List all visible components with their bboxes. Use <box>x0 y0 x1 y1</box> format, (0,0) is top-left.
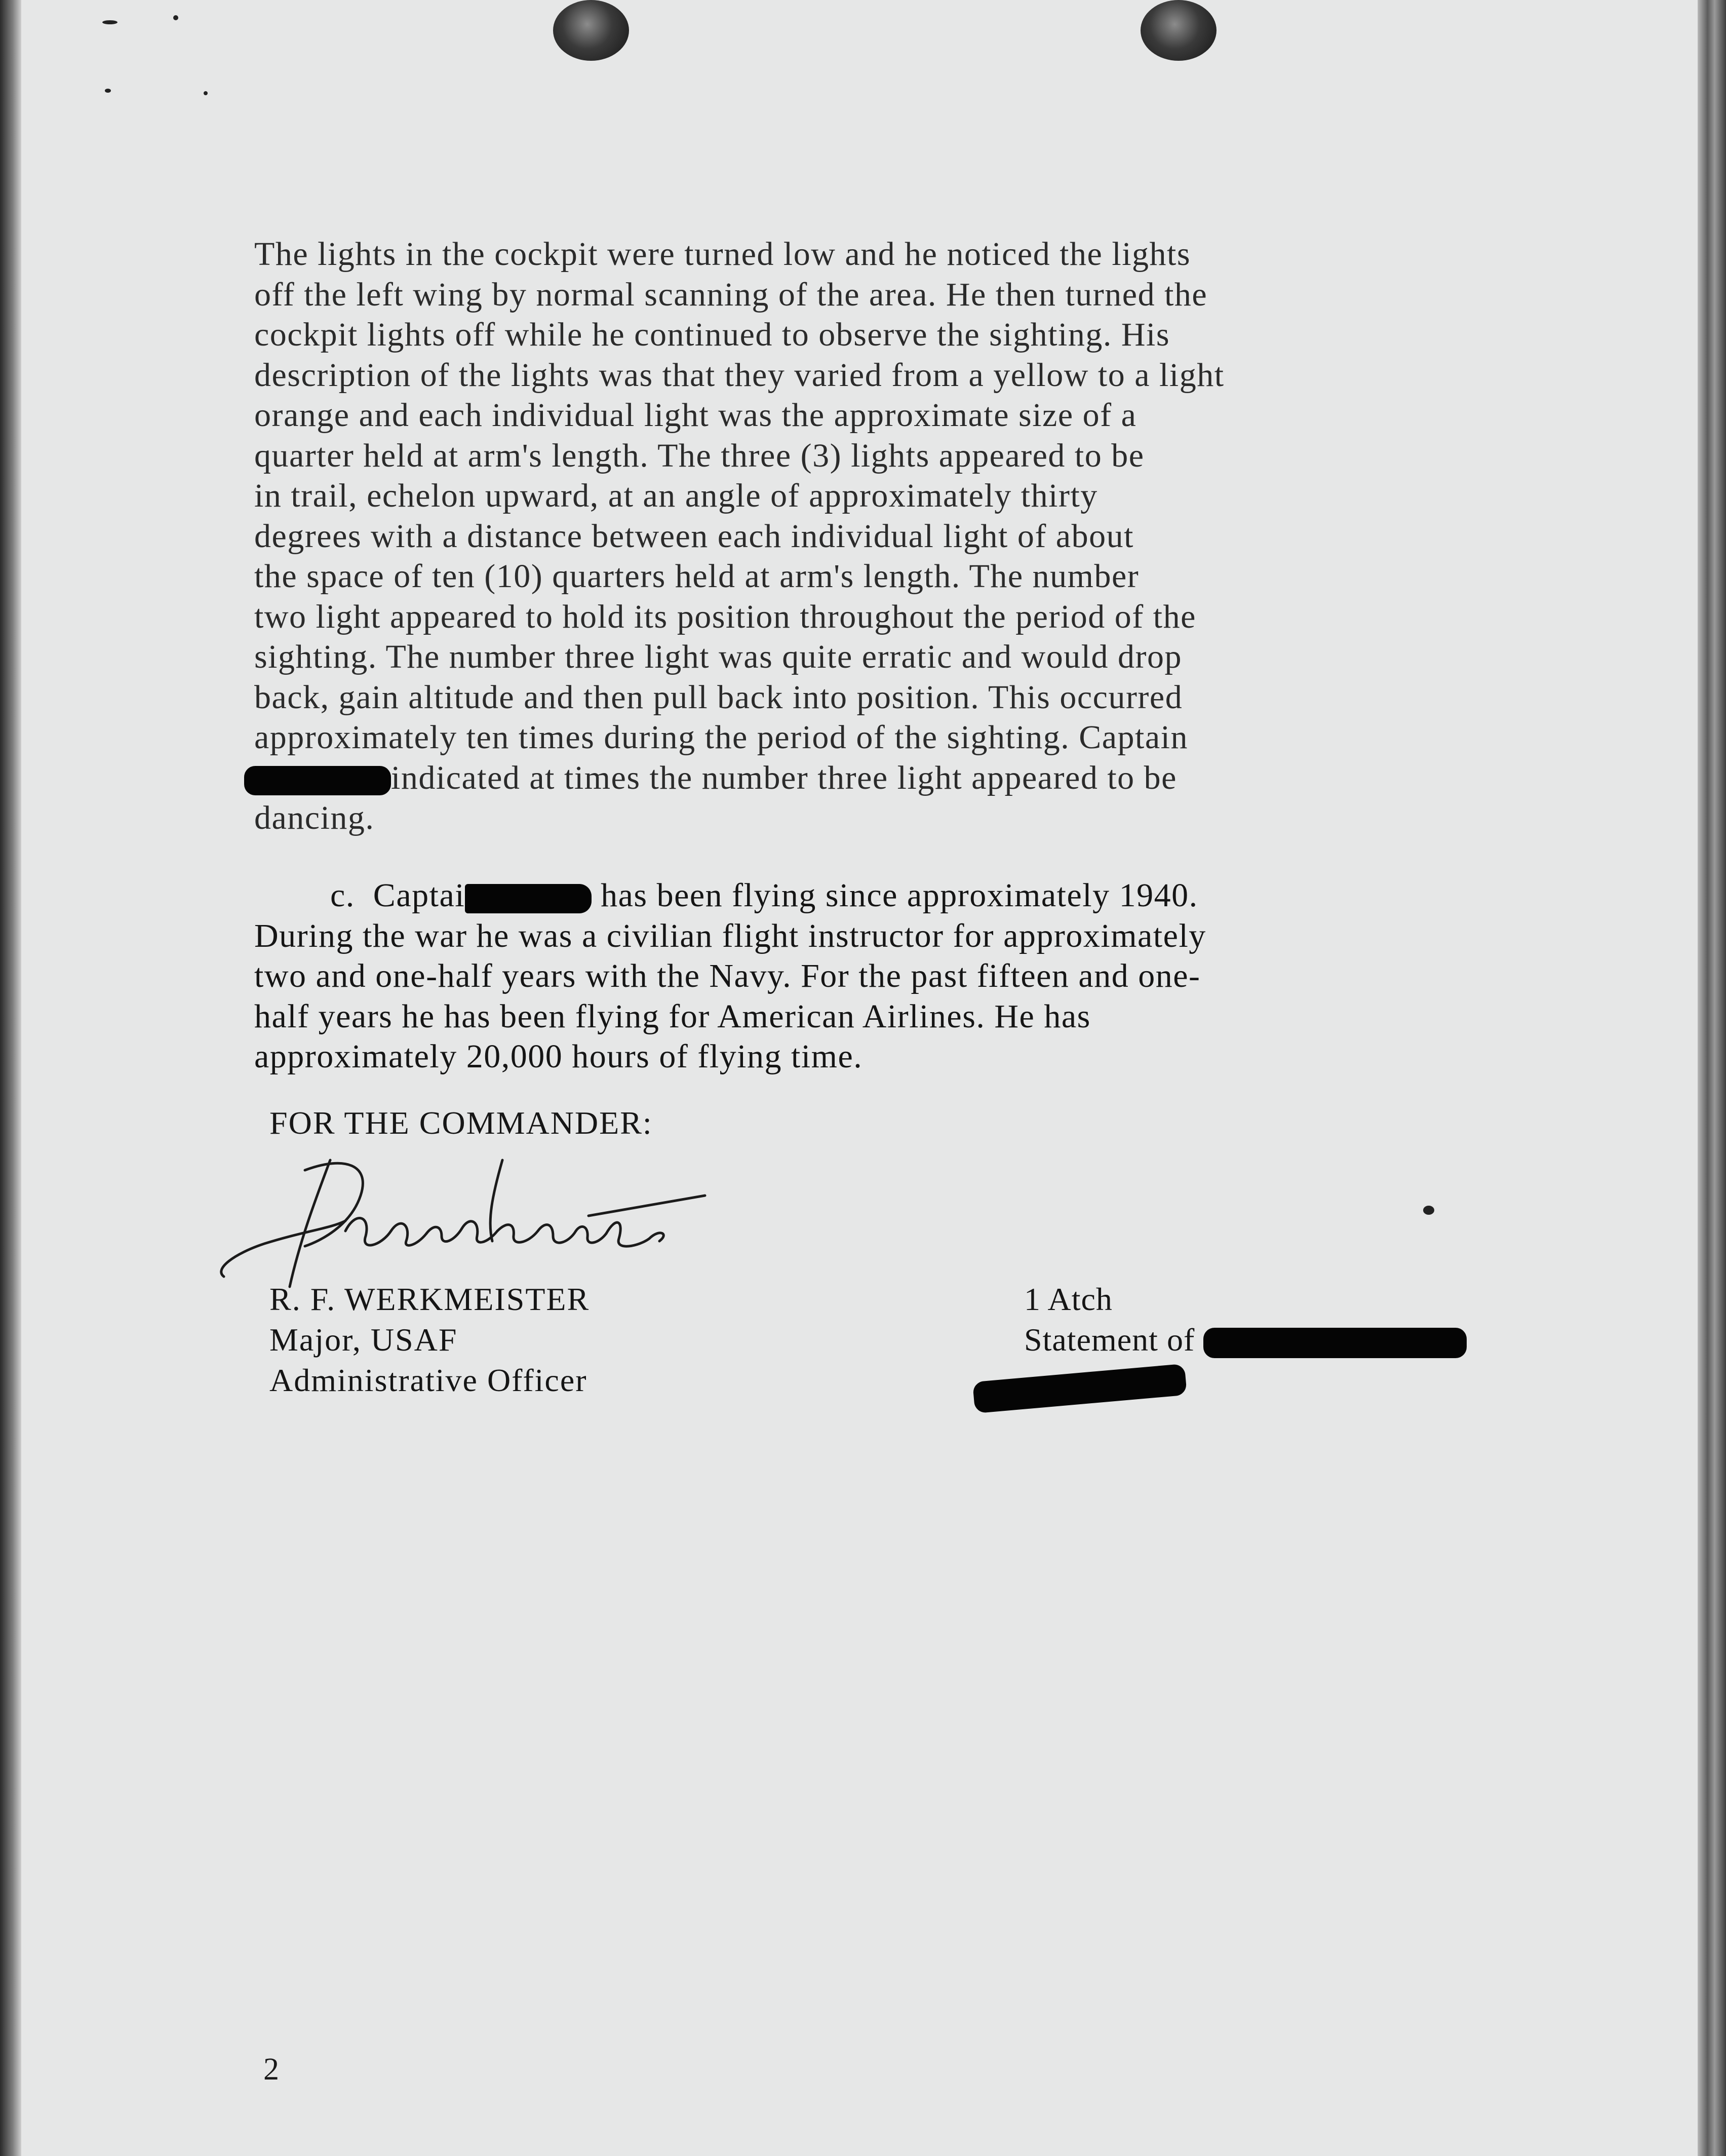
text-line: quarter held at arm's length. The three (3) lights appeared to be <box>254 437 1145 474</box>
scan-speck <box>1423 1206 1434 1215</box>
scan-speck <box>105 89 111 93</box>
scan-speck <box>102 20 117 24</box>
text-line <box>254 875 1591 916</box>
text-line: The lights in the cockpit were turned low and he noticed the lights <box>254 236 1191 273</box>
punch-hole-right <box>1141 0 1217 61</box>
scan-speck <box>204 91 208 95</box>
document-page <box>21 0 1698 2156</box>
punch-hole-left <box>553 0 629 61</box>
text-fragment: has been flying since approximately 1940. <box>601 877 1198 914</box>
scan-right-edge <box>1698 0 1726 2156</box>
text-line: orange and each individual light was the approximate size of a <box>254 397 1137 434</box>
text-line: off the left wing by normal scanning of the area. He then turned the <box>254 276 1208 313</box>
page-number: 2 <box>263 2052 279 2087</box>
text-line: half years he has been flying for American Airlines. He has <box>254 997 1091 1035</box>
text-fragment: indicated at times the number three light appeared to be <box>391 759 1177 796</box>
scan-speck <box>173 15 178 20</box>
signature-block <box>269 1279 590 1401</box>
attachment-line-2 <box>973 1365 1467 1406</box>
signer-rank: Major, USAF <box>269 1322 458 1358</box>
closing-line: FOR THE COMMANDER: <box>269 1105 653 1141</box>
signer-title: Administrative Officer <box>269 1362 587 1398</box>
paragraph-label: c. <box>330 877 355 914</box>
text-line: sighting. The number three light was quite erratic and would drop <box>254 638 1183 675</box>
redaction-mark <box>465 884 592 913</box>
text-line: two and one-half years with the Navy. For the past fifteen and one- <box>254 957 1201 994</box>
text-fragment: Captai <box>373 877 465 914</box>
attachment-block <box>1024 1279 1467 1406</box>
text-line: description of the lights was that they varied from a yellow to a light <box>254 356 1225 394</box>
paragraph-b <box>254 234 1591 838</box>
attachment-count: 1 Atch <box>1024 1281 1113 1317</box>
text-line: dancing. <box>254 799 375 836</box>
text-line <box>244 758 1591 798</box>
handwritten-signature <box>204 1140 771 1302</box>
redaction-mark <box>244 766 391 795</box>
text-line: During the war he was a civilian flight instructor for approximately <box>254 917 1206 954</box>
text-line: approximately 20,000 hours of flying time. <box>254 1038 863 1075</box>
text-line: approximately ten times during the period of the sighting. Captain <box>254 719 1188 756</box>
redaction-mark <box>1203 1328 1467 1358</box>
text-line: the space of ten (10) quarters held at arm's length. The number <box>254 558 1140 595</box>
redaction-mark <box>972 1364 1187 1413</box>
text-line: two light appeared to hold its position throughout the period of the <box>254 598 1196 635</box>
signer-name: R. F. WERKMEISTER <box>269 1281 590 1317</box>
attachment-desc: Statement of <box>1024 1322 1195 1358</box>
text-line: back, gain altitude and then pull back into position. This occurred <box>254 678 1183 716</box>
text-line: degrees with a distance between each individual light of about <box>254 517 1134 555</box>
attachment-line <box>1024 1320 1467 1360</box>
scan-left-edge <box>0 0 21 2156</box>
text-line: cockpit lights off while he continued to observe the sighting. His <box>254 316 1170 353</box>
text-line: in trail, echelon upward, at an angle of approximately thirty <box>254 477 1098 514</box>
paragraph-c <box>254 875 1591 1077</box>
